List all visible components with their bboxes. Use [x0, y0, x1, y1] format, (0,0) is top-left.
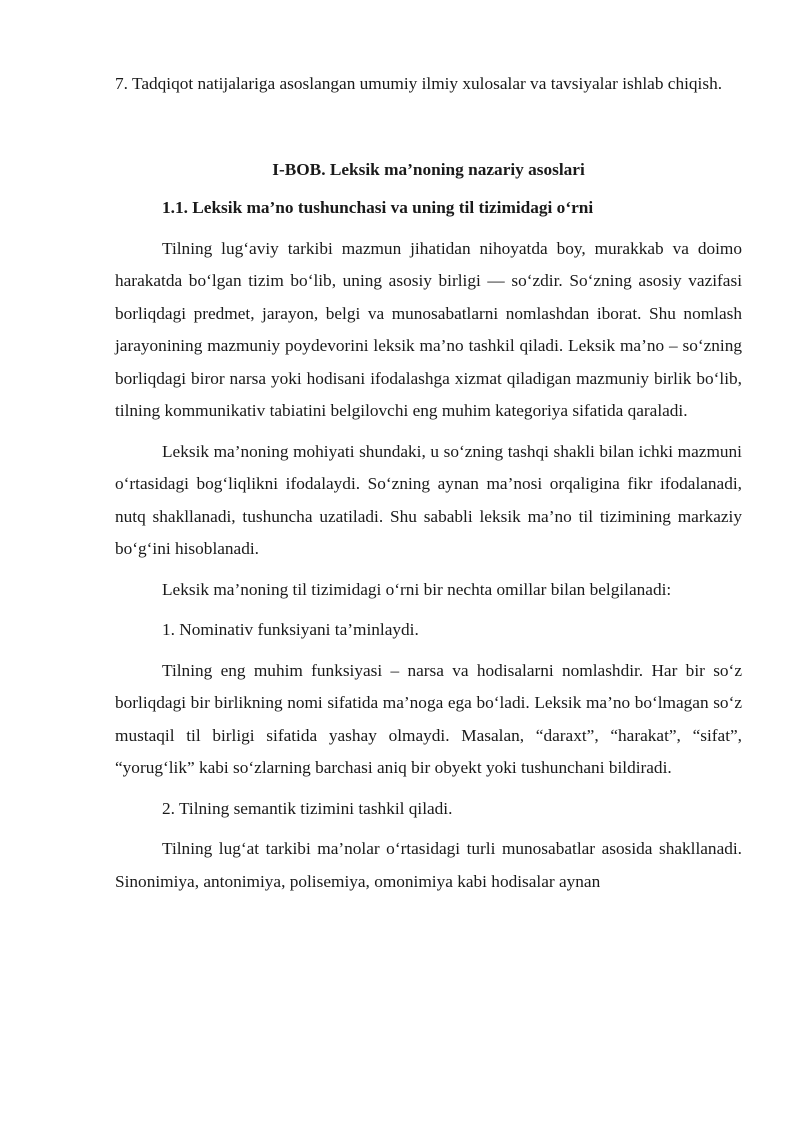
list-item-1: 1. Nominativ funksiyani ta’minlaydi.: [162, 620, 419, 639]
intro-item-7: 7. Tadqiqot natijalariga asoslangan umumiy ilmiy xulosalar va tavsiyalar ishlab chiqish.: [115, 74, 723, 93]
list-item-2: 2. Tilning semantik tizimini tashkil qiladi.: [162, 798, 453, 818]
paragraph-2: Leksik ma’noning mohiyati shundaki, u so‘zning tashqi shakli bilan ichki mazmuni o‘rtasidagi bog‘liqlikni ifodalaydi. So‘zning aynan ma’nosi orqaligina fikr ifodalanadi, nutq shakllanadi, tushuncha uzatiladi. Shu sababli leksik ma’no til tizimining markaziy bo‘g‘ini hisoblanadi.: [115, 441, 742, 558]
chapter-title: I-BOB. Leksik ma’noning nazariy asoslari: [272, 159, 585, 179]
section-title: 1.1. Leksik ma’no tushunchasi va uning til tizimidagi o‘rni: [162, 198, 594, 217]
spacer: [115, 101, 742, 154]
paragraph-5: Tilning lug‘at tarkibi ma’nolar o‘rtasidagi turli munosabatlar asosida shakllanadi. Sinonimiya, antonimiya, polisemiya, omonimiya kabi hodisalar aynan: [115, 839, 742, 891]
document-page: [115, 68, 742, 898]
paragraph-4: Tilning eng muhim funksiyasi – narsa va hodisalarni nomlashdir. Har bir so‘z borliqdagi bir birlikning nomi sifatida ma’noga ega bo‘ladi. Leksik ma’no bo‘lmagan so‘z mustaqil til birligi sifatida yashay olmaydi. Masalan, “daraxt”, “harakat”, “sifat”, “yorug‘lik” kabi so‘zlarning barchasi aniq bir obyekt yoki tushunchani bildiradi.: [115, 660, 742, 777]
paragraph-1: Tilning lug‘aviy tarkibi mazmun jihatidan nihoyatda boy, murakkab va doimo harakatda bo‘lgan tizim bo‘lib, uning asosiy birligi — so‘zdir. So‘zning asosiy vazifasi borliqdagi predmet, jarayon, belgi va munosabatlarni nomlashdan iborat. Shu nomlash jarayonining mazmuniy poydevorini leksik ma’no tashkil qiladi. Leksik ma’no – so‘zning borliqdagi biror narsa yoki hodisani ifodalashga xizmat qiladigan mazmuniy birlik bo‘lib, tilning kommunikativ tabiatini belgilovchi eng muhim kategoriya sifatida qaraladi.: [115, 238, 742, 420]
paragraph-3: Leksik ma’noning til tizimidagi o‘rni bir nechta omillar bilan belgilanadi:: [162, 579, 672, 599]
